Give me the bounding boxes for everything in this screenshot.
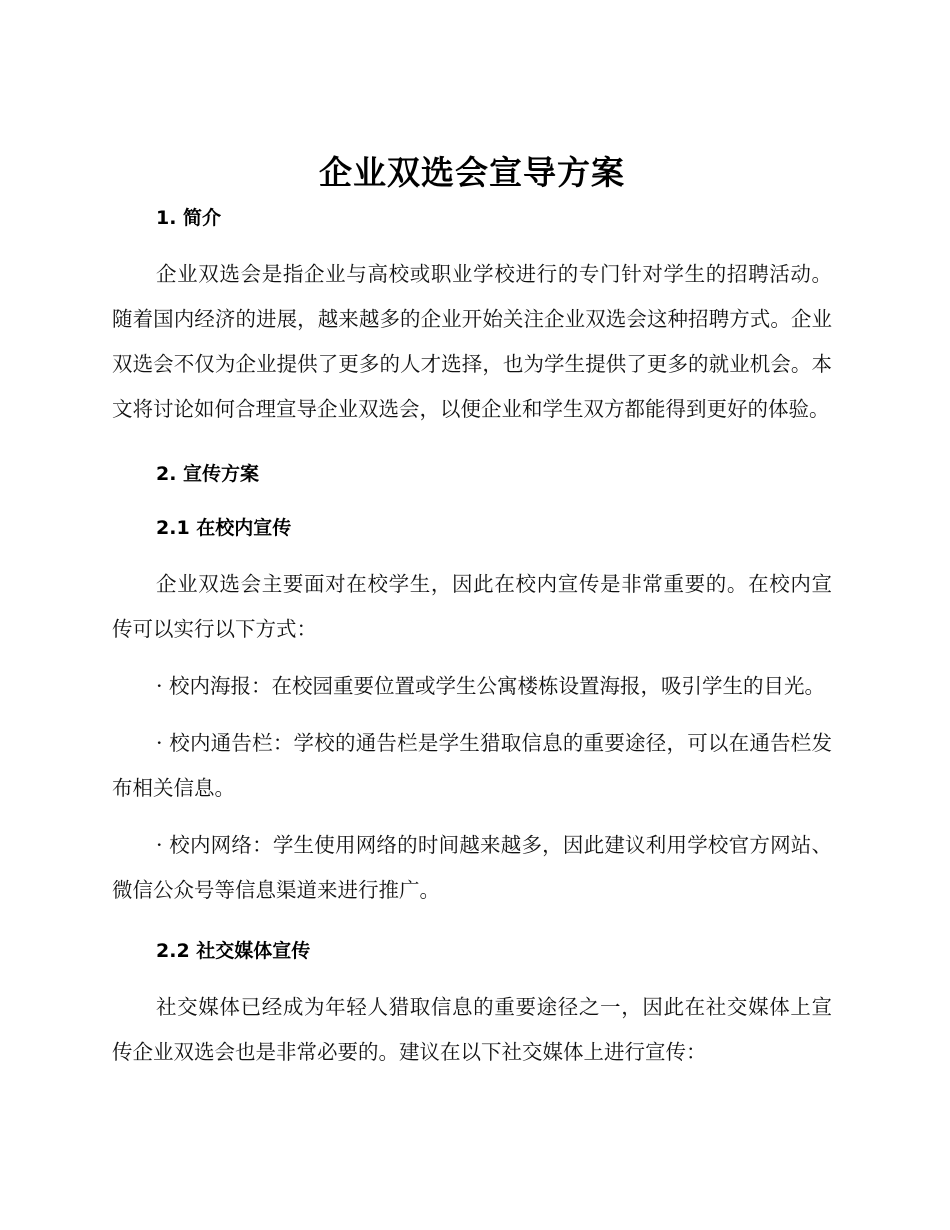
- document-title: 企业双选会宣导方案: [319, 153, 625, 192]
- paragraph-on-campus: 企业双选会主要面对在校学生，因此在校内宣传是非常重要的。在校内宣传可以实行以下方式：: [112, 572, 832, 641]
- paragraph-social-media: 社交媒体已经成为年轻人猎取信息的重要途径之一，因此在社交媒体上宣传企业双选会也是非常必要的。建议在以下社交媒体上进行宣传：: [112, 995, 832, 1064]
- bullet-campus-network: · 校内网络：学生使用网络的时间越来越多，因此建议利用学校官方网站、微信公众号等信息渠道来进行推广。: [112, 833, 832, 902]
- bullet-campus-posters: · 校内海报：在校园重要位置或学生公寓楼栋设置海报，吸引学生的目光。: [156, 674, 826, 698]
- section-heading-promotion-plan: 2. 宣传方案: [156, 463, 260, 485]
- section-heading-intro: 1. 简介: [156, 207, 222, 229]
- paragraph-intro: 企业双选会是指企业与高校或职业学校进行的专门针对学生的招聘活动。随着国内经济的进展，越来越多的企业开始关注企业双选会这种招聘方式。企业双选会不仅为企业提供了更多的人才选择，也为学生提供了更多的就业机会。本文将讨论如何合理宣导企业双选会，以便企业和学生双方都能得到更好的体验。: [112, 262, 832, 421]
- section-heading-on-campus: 2.1 在校内宣传: [156, 517, 292, 539]
- section-heading-social-media: 2.2 社交媒体宣传: [156, 940, 311, 962]
- bullet-campus-notice-board: · 校内通告栏：学校的通告栏是学生猎取信息的重要途径，可以在通告栏发布相关信息。: [112, 731, 832, 800]
